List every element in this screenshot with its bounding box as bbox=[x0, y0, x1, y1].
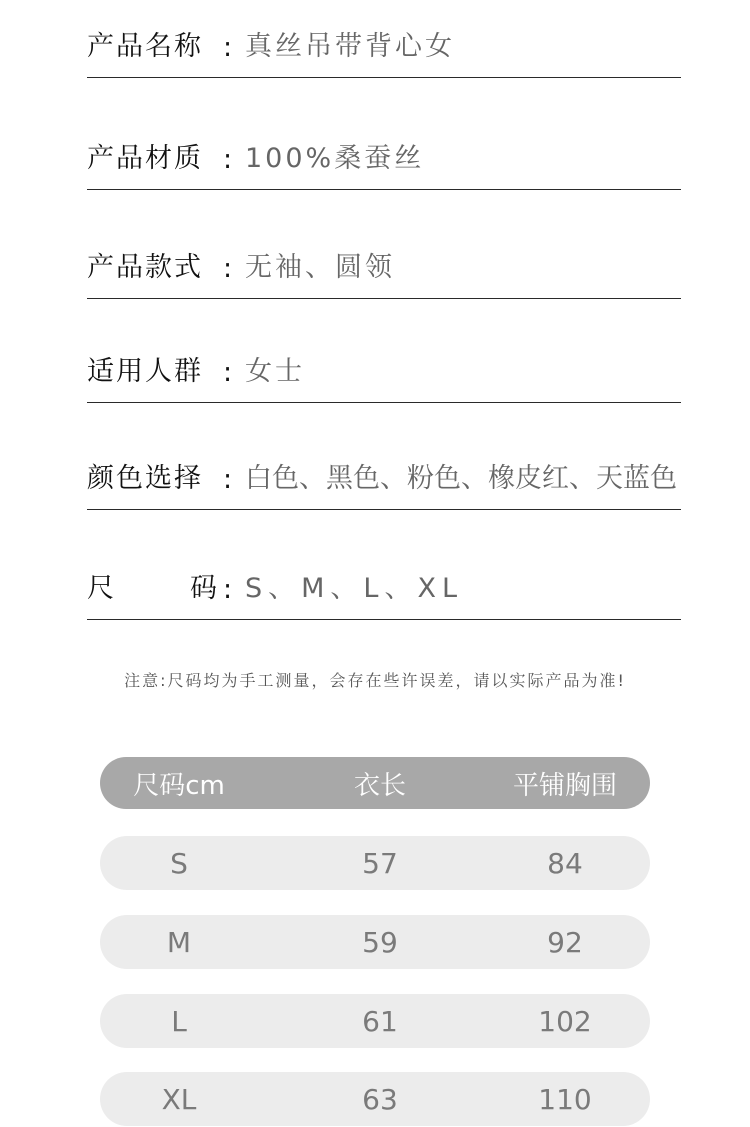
info-value: 白色、黑色、粉色、橡皮红、天蓝色 bbox=[245, 463, 677, 494]
info-label: 产品款式 bbox=[87, 252, 203, 283]
info-label: 产品名称 bbox=[87, 31, 203, 62]
header-chest: 平铺胸围 bbox=[512, 770, 617, 801]
cell-length: 61 bbox=[362, 1004, 398, 1038]
cell-length: 57 bbox=[362, 846, 398, 880]
info-value: 真丝吊带背心女 bbox=[245, 31, 455, 62]
info-value: 女士 bbox=[245, 356, 305, 387]
info-value: 100%桑蚕丝 bbox=[245, 143, 425, 174]
info-label bbox=[87, 566, 217, 605]
cell-size: S bbox=[170, 846, 188, 880]
info-row-audience bbox=[87, 356, 681, 403]
info-row-size bbox=[87, 573, 681, 620]
cell-size: L bbox=[171, 1004, 187, 1038]
table-row bbox=[100, 994, 650, 1048]
info-label: 颜色选择 bbox=[87, 463, 203, 494]
info-row-colors bbox=[87, 463, 681, 510]
info-colon: : bbox=[223, 144, 233, 175]
info-row-style bbox=[87, 252, 681, 299]
table-row bbox=[100, 1072, 650, 1126]
measurement-note: 注意:尺码均为手工测量，会存在些许误差，请以实际产品为准! bbox=[124, 671, 626, 690]
table-row bbox=[100, 915, 650, 969]
info-row-material bbox=[87, 143, 681, 190]
info-colon: : bbox=[223, 574, 233, 605]
info-label-last: 码 bbox=[190, 573, 217, 604]
cell-chest: 102 bbox=[538, 1004, 592, 1038]
cell-length: 63 bbox=[362, 1082, 398, 1116]
cell-size: XL bbox=[161, 1082, 197, 1116]
info-value: S、M、L、XL bbox=[245, 573, 464, 604]
info-label-first: 尺 bbox=[87, 573, 114, 604]
info-label: 适用人群 bbox=[87, 356, 203, 387]
cell-chest: 84 bbox=[547, 846, 583, 880]
cell-chest: 92 bbox=[547, 925, 583, 959]
cell-size: M bbox=[166, 925, 192, 959]
info-colon: : bbox=[223, 253, 233, 284]
size-table-header bbox=[100, 757, 650, 809]
info-colon: : bbox=[223, 32, 233, 63]
info-colon: : bbox=[223, 357, 233, 388]
info-colon: : bbox=[223, 464, 233, 495]
header-length: 衣长 bbox=[353, 770, 406, 801]
info-label: 产品材质 bbox=[87, 143, 203, 174]
cell-length: 59 bbox=[362, 925, 398, 959]
info-row-name bbox=[87, 31, 681, 78]
table-row bbox=[100, 836, 650, 890]
cell-chest: 110 bbox=[538, 1082, 592, 1116]
info-value: 无袖、圆领 bbox=[245, 252, 395, 283]
header-size: 尺码cm bbox=[133, 770, 225, 801]
